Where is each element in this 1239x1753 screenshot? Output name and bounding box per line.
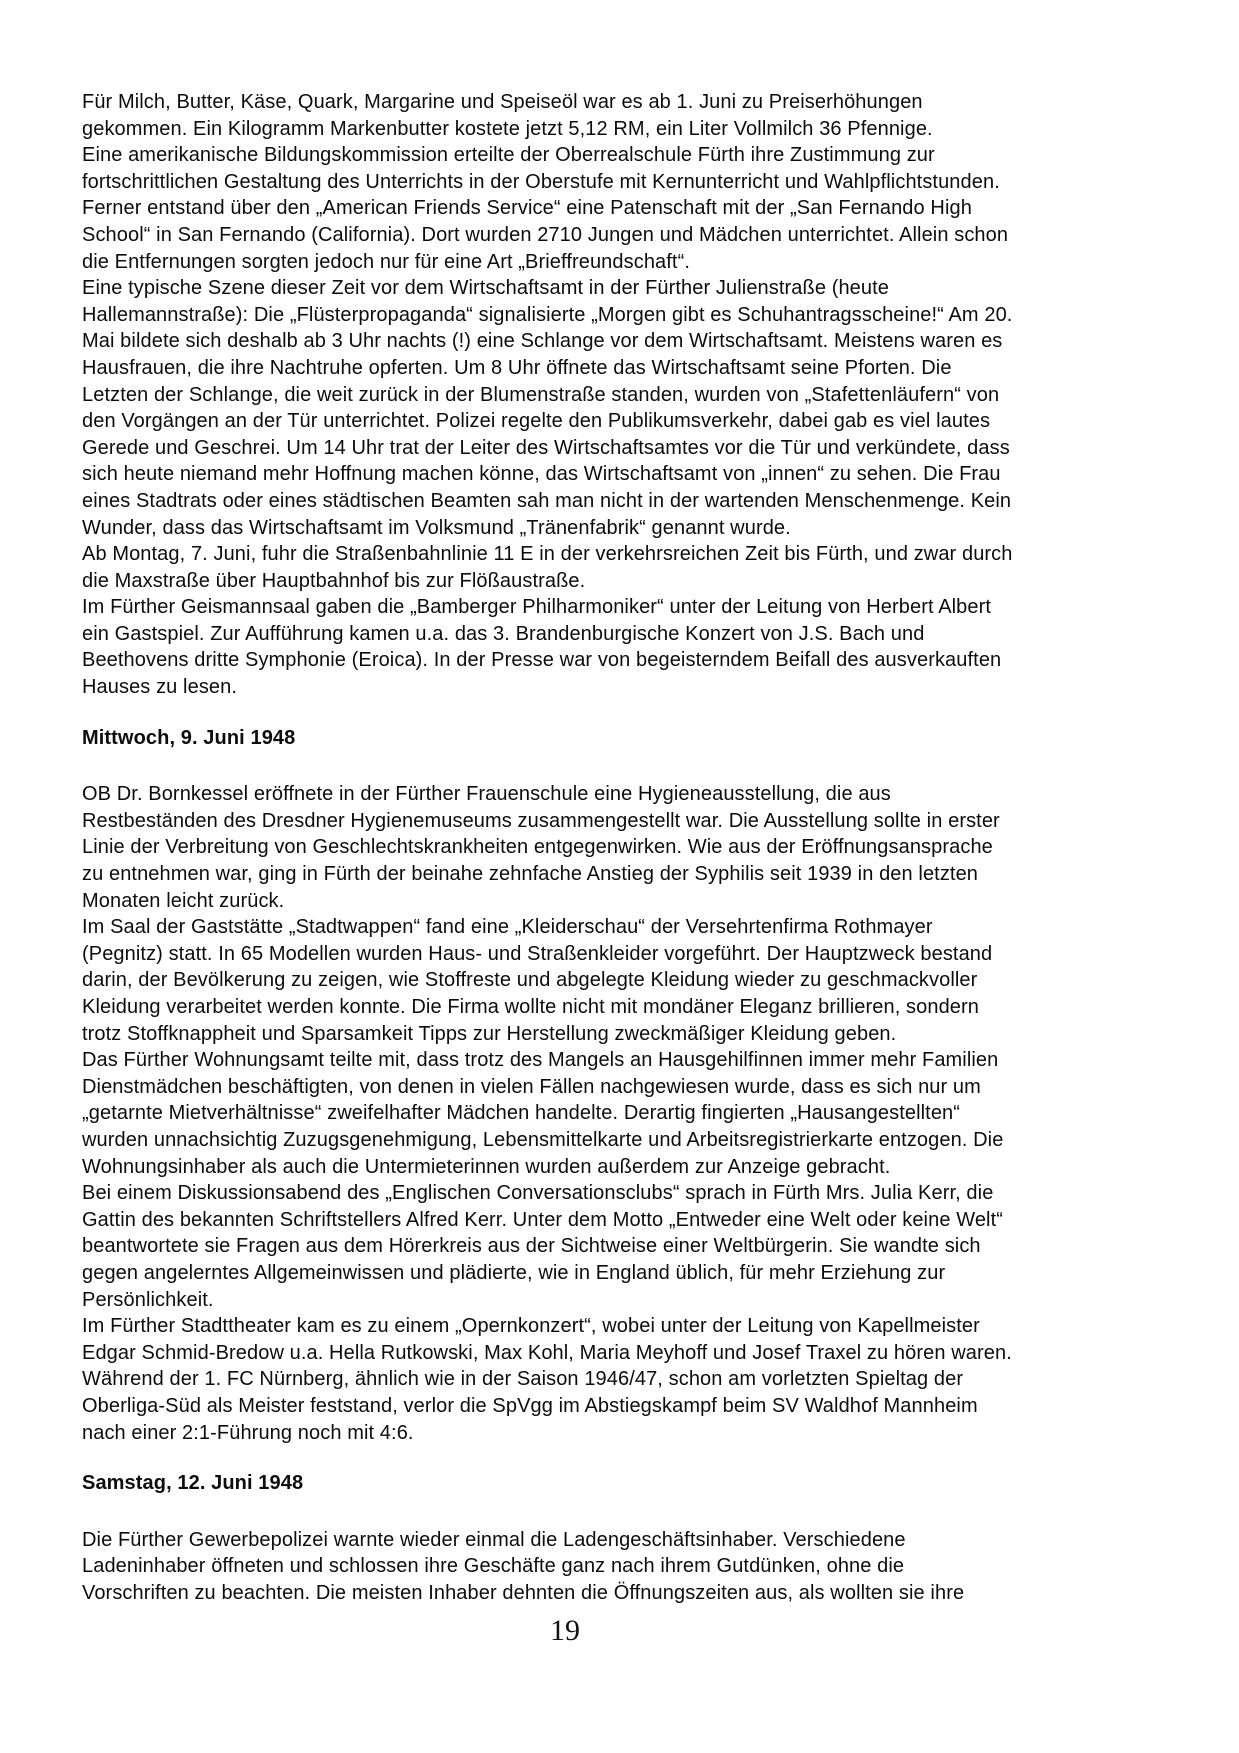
- text-line: Mai bildete sich deshalb ab 3 Uhr nachts (!) eine Schlange vor dem Wirtschaftsamt. Meistens waren es: [82, 330, 1003, 353]
- text-line: „getarnte Mietverhältnisse“ zweifelhafter Mädchen handelte. Derartig fingierten „Hausangestellten“: [82, 1102, 961, 1125]
- text-line: Während der 1. FC Nürnberg, ähnlich wie in der Saison 1946/47, schon am vorletzten Spieltag der: [82, 1368, 964, 1391]
- text-line: Gerede und Geschrei. Um 14 Uhr trat der Leiter des Wirtschaftsamtes vor die Tür und verkündete, dass: [82, 436, 1010, 459]
- text-line: Ab Montag, 7. Juni, fuhr die Straßenbahnlinie 11 E in der verkehrsreichen Zeit bis Fürth, und zwar durch: [82, 543, 1013, 566]
- text-line: die Maxstraße über Hauptbahnhof bis zur Flößaustraße.: [82, 569, 586, 592]
- text-line: beantwortete sie Fragen aus dem Hörerkreis aus der Sichtweise einer Weltbürgerin. Sie wandte sich: [82, 1235, 981, 1258]
- text-line: Ferner entstand über den „American Friends Service“ eine Patenschaft mit der „San Fernando High: [82, 197, 972, 220]
- paragraph: [82, 1527, 1192, 1607]
- text-line: Gattin des bekannten Schriftstellers Alfred Kerr. Unter dem Motto „Entweder eine Welt oder keine Welt“: [82, 1208, 1003, 1231]
- text-line: die Entfernungen sorgten jedoch nur für eine Art „Brieffreundschaft“.: [82, 250, 691, 273]
- section-heading: Mittwoch, 9. Juni 1948: [82, 726, 296, 749]
- page-footer: [0, 1614, 1130, 1648]
- text-line: fortschrittlichen Gestaltung des Unterrichts in der Oberstufe mit Kernunterricht und Wahlpflichtstunden.: [82, 170, 1000, 193]
- text-line: Eine amerikanische Bildungskommission erteilte der Oberrealschule Fürth ihre Zustimmung zur: [82, 144, 935, 167]
- text-line: Monaten leicht zurück.: [82, 889, 285, 912]
- text-line: eines Stadtrats oder eines städtischen Beamten sah man nicht in der wartenden Menschenmenge. Kein: [82, 489, 1012, 512]
- text-line: Bei einem Diskussionsabend des „Englischen Conversationsclubs“ sprach in Fürth Mrs. Julia Kerr, die: [82, 1182, 994, 1205]
- text-line: Eine typische Szene dieser Zeit vor dem Wirtschaftsamt in der Fürther Julienstraße (heute: [82, 277, 890, 300]
- text-line: Persönlichkeit.: [82, 1288, 214, 1311]
- text-line: Beethovens dritte Symphonie (Eroica). In der Presse war von begeisterndem Beifall des ausverkauften: [82, 649, 1002, 672]
- text-line: Im Fürther Stadttheater kam es zu einem „Opernkonzert“, wobei unter der Leitung von Kapellmeister: [82, 1315, 980, 1338]
- text-line: Hallemannstraße): Die „Flüsterpropaganda“ signalisierte „Morgen gibt es Schuhantragsscheine!“ Am 20.: [82, 303, 1013, 326]
- text-line: Linie der Verbreitung von Geschlechtskrankheiten entgegenwirken. Wie aus der Eröffnungsansprache: [82, 836, 993, 859]
- text-line: Das Fürther Wohnungsamt teilte mit, dass trotz des Mangels an Hausgehilfinnen immer mehr Familien: [82, 1049, 999, 1072]
- text-line: Wohnungsinhaber als auch die Untermieterinnen wurden außerdem zur Anzeige gebracht.: [82, 1155, 891, 1178]
- text-line: Kleidung verarbeitet werden konnte. Die Firma wollte nicht mit mondäner Eleganz brillieren, sondern: [82, 996, 980, 1018]
- text-line: gekommen. Ein Kilogramm Markenbutter kostete jetzt 5,12 RM, ein Liter Vollmilch 36 Pfennige.: [82, 117, 933, 140]
- text-line: Für Milch, Butter, Käse, Quark, Margarine und Speiseöl war es ab 1. Juni zu Preiserhöhungen: [82, 91, 923, 113]
- text-line: zu entnehmen war, ging in Fürth der beinahe zehnfache Anstieg der Syphilis seit 1939 in den letzten: [82, 863, 979, 886]
- text-line: nach einer 2:1-Führung noch mit 4:6.: [82, 1421, 414, 1444]
- text-line: (Pegnitz) statt. In 65 Modellen wurden Haus- und Straßenkleider vorgeführt. Der Hauptzweck bestand: [82, 942, 993, 965]
- text-line: Edgar Schmid-Bredow u.a. Hella Rutkowski, Max Kohl, Maria Meyhoff und Josef Traxel zu hören waren.: [82, 1341, 1012, 1364]
- text-line: Vorschriften zu beachten. Die meisten Inhaber dehnten die Öffnungszeiten aus, als wollten sie ihre: [82, 1581, 965, 1604]
- text-line: School“ in San Fernando (California). Dort wurden 2710 Jungen und Mädchen unterrichtet. Allein schon: [82, 223, 1009, 246]
- text-line: wurden unnachsichtig Zuzugsgenehmigung, Lebensmittelkarte und Arbeitsregistrierkarte entzogen. Die: [82, 1128, 1004, 1151]
- page-number: 19: [550, 1614, 580, 1648]
- text-line: Im Fürther Geismannsaal gaben die „Bamberger Philharmoniker“ unter der Leitung von Herbert Albert: [82, 596, 992, 619]
- text-line: Hausfrauen, die ihre Nachtruhe opferten. Um 8 Uhr öffnete das Wirtschaftsamt seine Pforten. Die: [82, 356, 952, 379]
- text-line: Ladeninhaber öffneten und schlossen ihre Geschäfte ganz nach ihrem Gutdünken, ohne die: [82, 1555, 905, 1578]
- text-line: Wunder, dass das Wirtschaftsamt im Volksmund „Tränenfabrik“ genannt wurde.: [82, 516, 791, 539]
- text-line: den Vorgängen an der Tür unterrichtet. Polizei regelte den Publikumsverkehr, dabei gab es viel lautes: [82, 410, 991, 433]
- paragraph: [82, 89, 1192, 701]
- text-line: Hauses zu lesen.: [82, 676, 238, 699]
- text-line: Oberliga-Süd als Meister feststand, verlor die SpVgg im Abstiegskampf beim SV Waldhof Mannheim: [82, 1394, 978, 1417]
- paragraph: [82, 781, 1192, 1446]
- text-line: OB Dr. Bornkessel eröffnete in der Fürther Frauenschule eine Hygieneausstellung, die aus: [82, 783, 891, 806]
- text-line: gegen angelerntes Allgemeinwissen und plädierte, wie in England üblich, für mehr Erziehung zur: [82, 1261, 946, 1284]
- text-line: ein Gastspiel. Zur Aufführung kamen u.a. das 3. Brandenburgische Konzert von J.S. Bach und: [82, 622, 925, 645]
- text-line: Die Fürther Gewerbepolizei warnte wieder einmal die Ladengeschäftsinhaber. Verschiedene: [82, 1528, 906, 1551]
- text-line: Dienstmädchen beschäftigten, von denen in vielen Fällen nachgewiesen wurde, dass es sich nur um: [82, 1075, 981, 1098]
- text-line: Letzten der Schlange, die weit zurück in der Blumenstraße standen, wurden von „Stafettenläufern“ von: [82, 383, 1000, 406]
- text-line: darin, der Bevölkerung zu zeigen, wie Stoffreste und abgelegte Kleidung wieder zu geschmackvoller: [82, 969, 978, 992]
- text-line: trotz Stoffknappheit und Sparsamkeit Tipps zur Herstellung zweckmäßiger Kleidung geben.: [82, 1022, 897, 1045]
- text-line: Restbeständen des Dresdner Hygienemuseums zusammengestellt war. Die Ausstellung sollte in erster: [82, 809, 1000, 832]
- section-heading: Samstag, 12. Juni 1948: [82, 1472, 304, 1495]
- text-line: Im Saal der Gaststätte „Stadtwappen“ fand eine „Kleiderschau“ der Versehrtenfirma Rothmayer: [82, 916, 933, 939]
- text-line: sich heute niemand mehr Hoffnung machen könne, das Wirtschaftsamt von „innen“ zu sehen. Die Frau: [82, 463, 1001, 486]
